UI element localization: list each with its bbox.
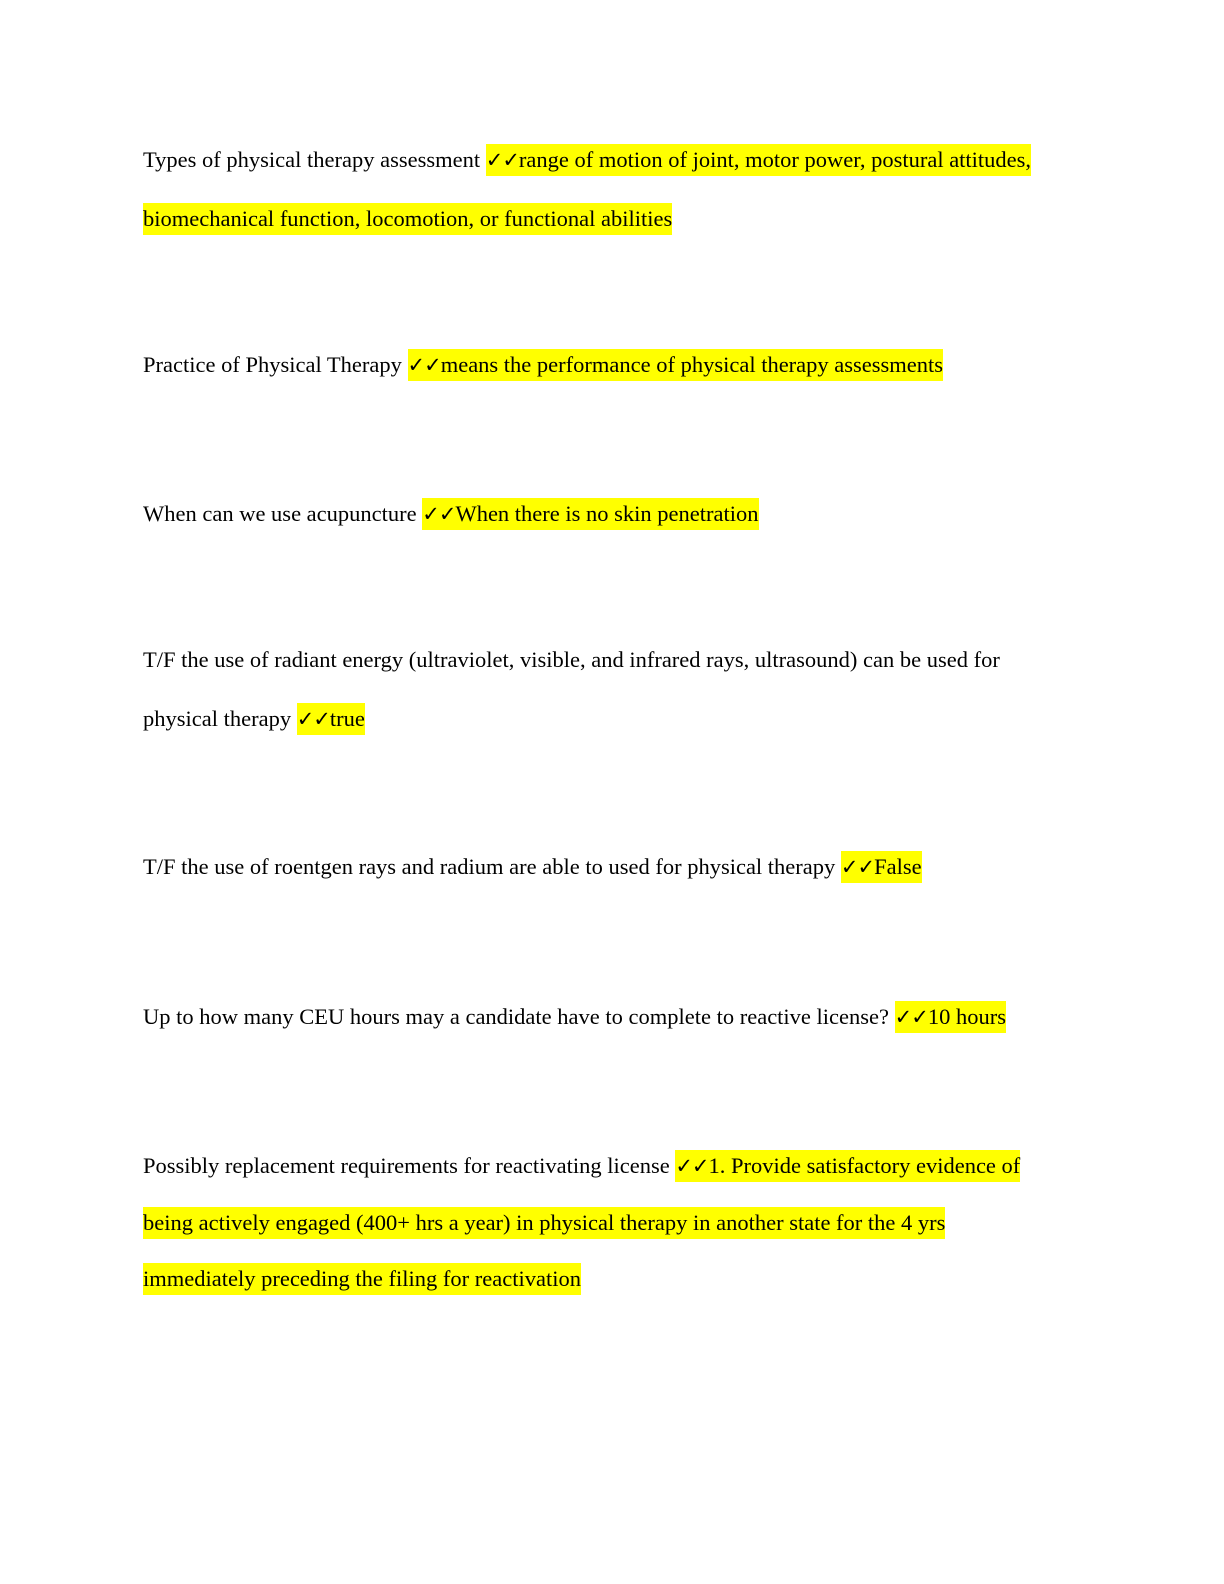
qa-entry xyxy=(143,631,1073,748)
double-check-icon: ✓✓ xyxy=(296,706,330,731)
question-text: T/F the use of radiant energy (ultraviolet, visible, and infrared rays, ultrasound) can be used for physical therapy xyxy=(143,647,1000,731)
answer-highlight xyxy=(422,498,758,530)
qa-entry xyxy=(143,1138,1058,1308)
qa-entry xyxy=(143,838,1073,897)
double-check-icon: ✓✓ xyxy=(407,353,441,377)
answer-highlight xyxy=(895,1001,1006,1033)
double-check-icon: ✓✓ xyxy=(675,1154,709,1178)
double-check-icon: ✓✓ xyxy=(485,148,519,172)
answer-text: 10 hours xyxy=(927,1004,1006,1029)
question-text: Practice of Physical Therapy xyxy=(143,352,402,377)
double-check-icon: ✓✓ xyxy=(422,502,456,526)
double-check-icon: ✓✓ xyxy=(840,855,875,879)
question-text: When can we use acupuncture xyxy=(143,501,417,526)
question-text: Types of physical therapy assessment xyxy=(143,147,481,172)
qa-entry xyxy=(143,485,1073,544)
answer-highlight xyxy=(408,349,944,381)
answer-text: When there is no skin penetration xyxy=(455,501,759,526)
answer-text: true xyxy=(329,705,365,731)
answer-text: 1. Provide satisfactory evidence of being actively engaged (400+ hrs a year) in physical therapy in another state for the 4 yrs immediately preceding the filing for reactivation xyxy=(143,1153,1021,1291)
question-text: Up to how many CEU hours may a candidate have to complete to reactive license? xyxy=(143,1004,889,1029)
qa-entry xyxy=(143,336,1073,395)
answer-highlight xyxy=(841,851,922,883)
answer-text: means the performance of physical therapy assessments xyxy=(440,352,944,377)
qa-entry xyxy=(143,131,1073,248)
double-check-icon: ✓✓ xyxy=(894,1005,928,1029)
question-text: Possibly replacement requirements for reactivating license xyxy=(143,1153,670,1178)
question-text: T/F the use of roentgen rays and radium are able to used for physical therapy xyxy=(143,854,836,879)
answer-text: range of motion of joint, motor power, postural attitudes, biomechanical function, locomotion, or functional abilities xyxy=(143,147,1032,231)
answer-text: False xyxy=(874,854,922,879)
qa-entry xyxy=(143,988,1073,1047)
answer-highlight xyxy=(297,703,365,735)
